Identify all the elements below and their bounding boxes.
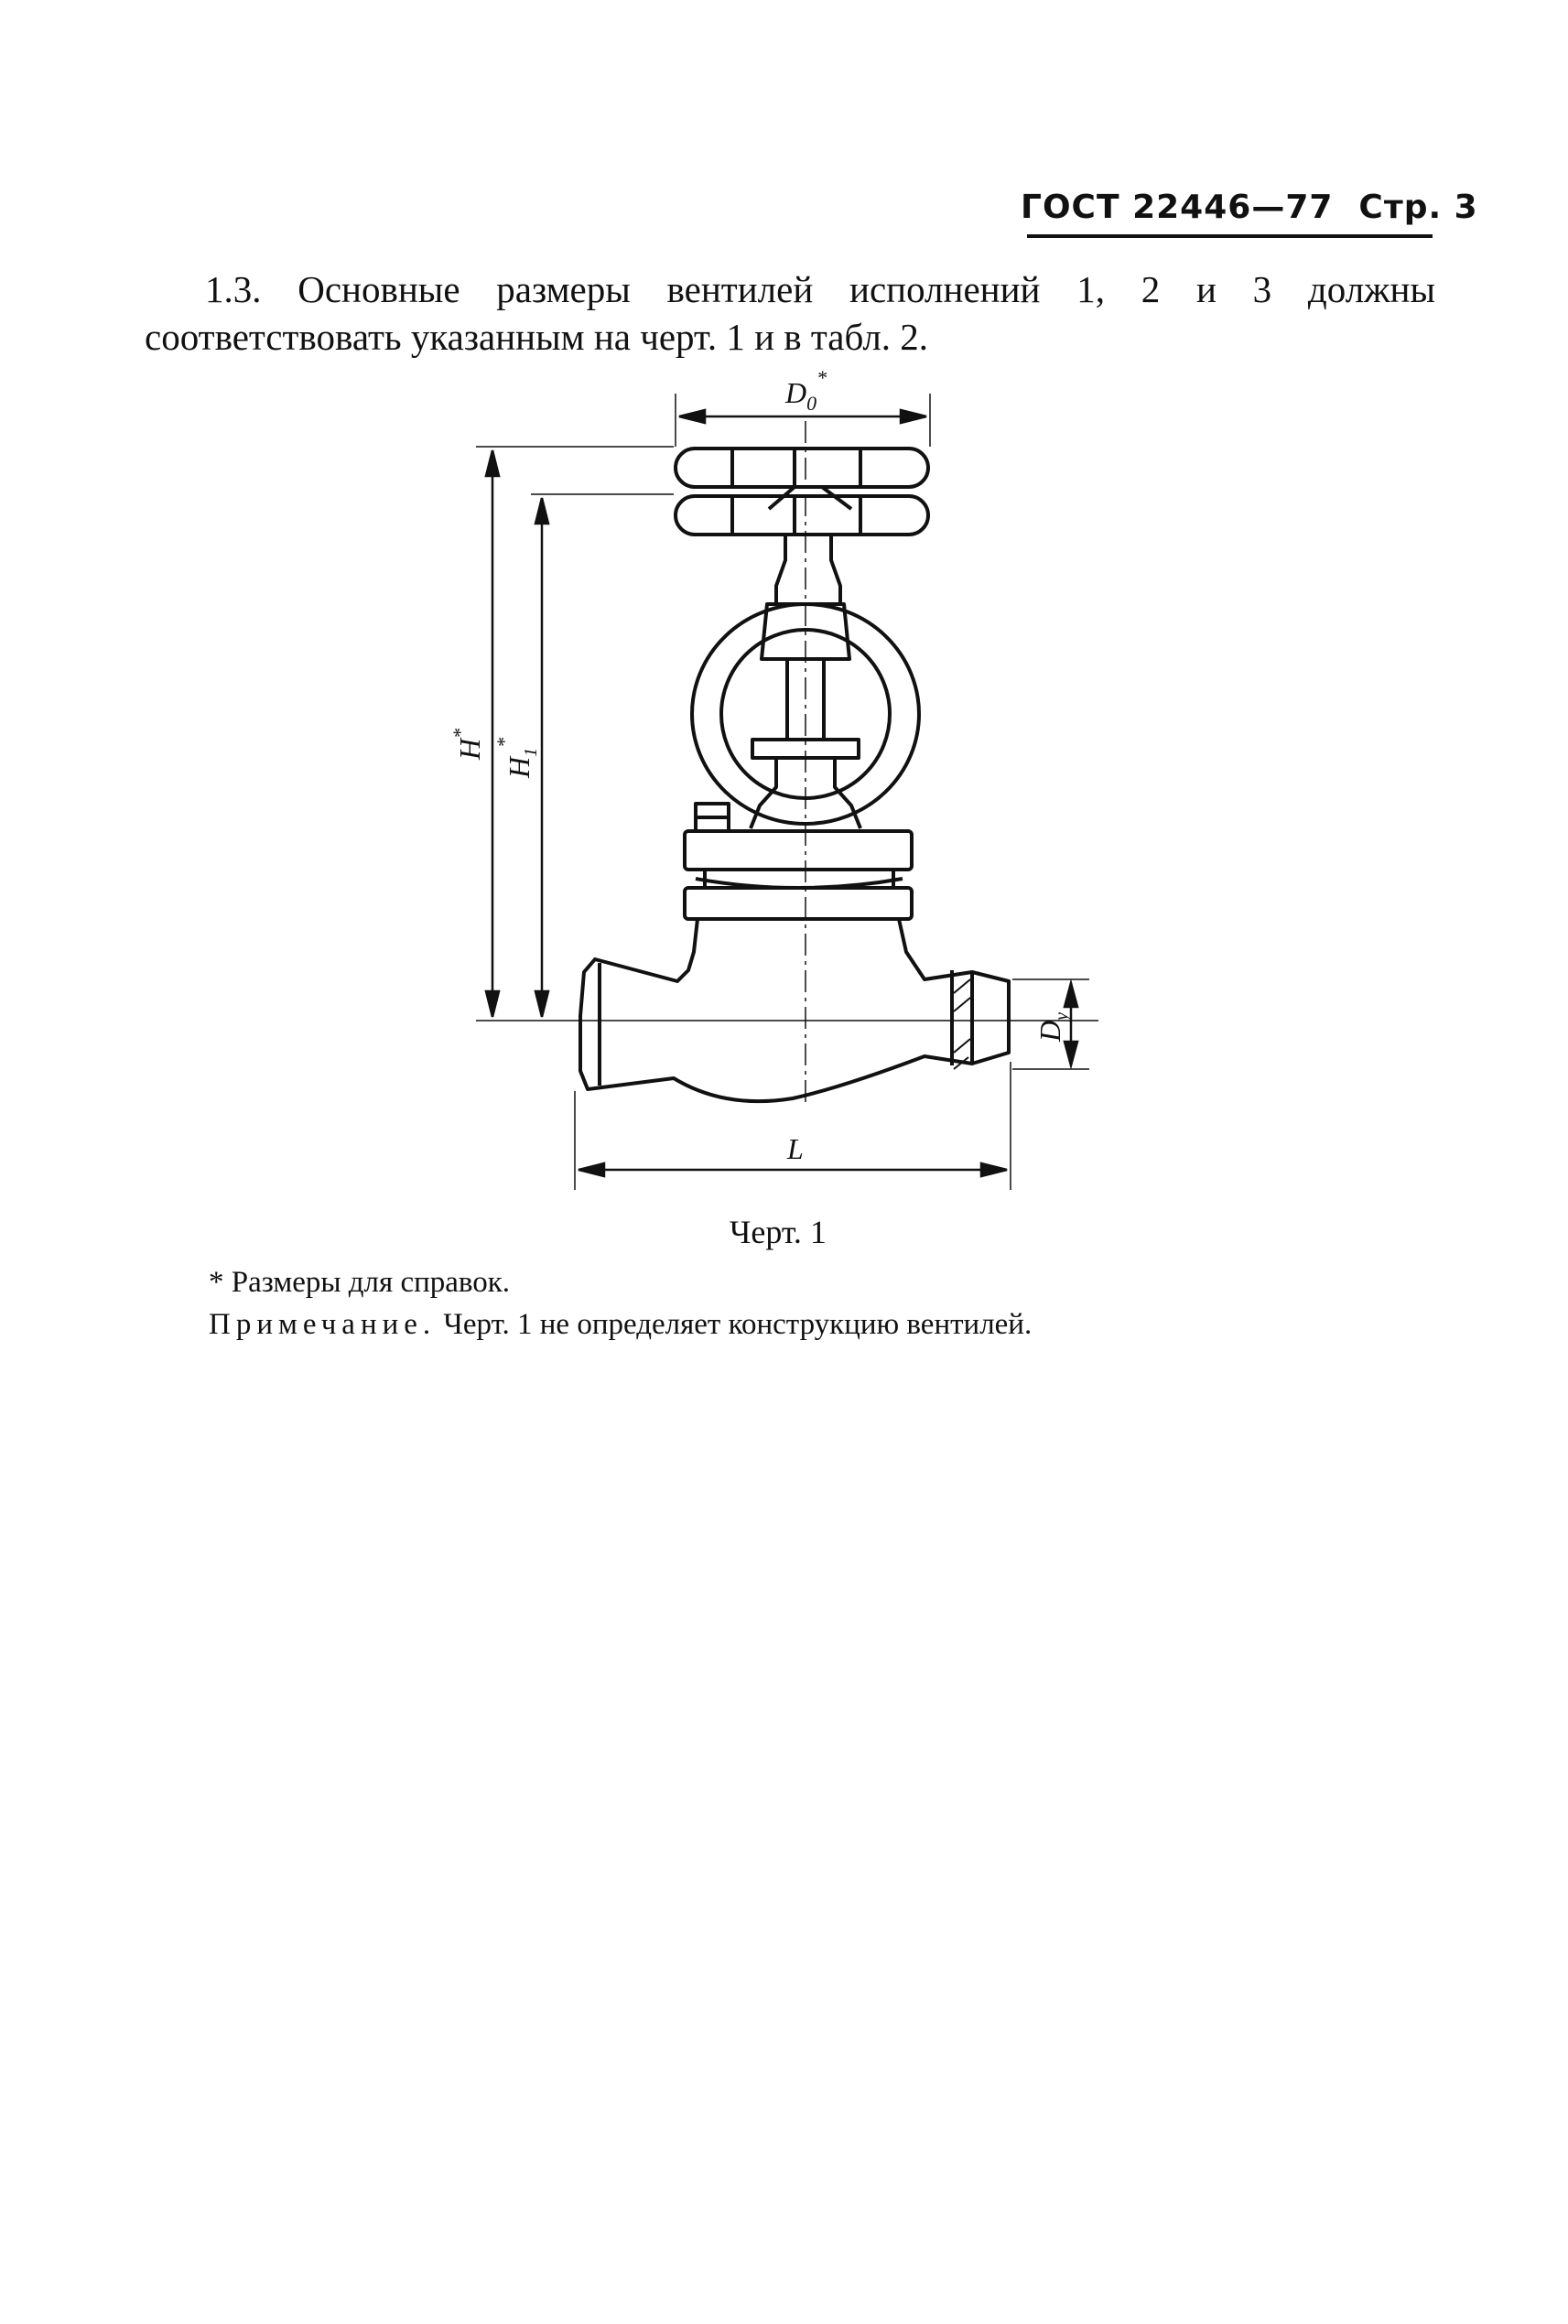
- stem-upper: [776, 535, 840, 604]
- thread-hatch: [954, 979, 970, 1069]
- label-H1: $H_1^*$: [492, 737, 541, 778]
- dimension-lines: [476, 394, 1098, 1190]
- note: [209, 1308, 1032, 1342]
- valve-body: [580, 919, 1009, 1101]
- label-L: L: [787, 1132, 804, 1165]
- header-number: 22446—77: [1132, 189, 1334, 226]
- note-label: Примечание.: [209, 1308, 437, 1341]
- paragraph-line-1: 1.3. Основные размеры вентилей исполнений 1, 2 и 3 должны: [205, 268, 1435, 310]
- header-standard: ГОСТ: [1021, 189, 1120, 226]
- upper-flange: [685, 831, 912, 870]
- paragraph-line-2: соответствовать указанным на черт. 1 и в табл. 2.: [145, 316, 929, 358]
- footnote: * Размеры для справок.: [209, 1266, 511, 1299]
- label-Dy: $D_y$: [1033, 1012, 1072, 1042]
- figure-caption: Черт. 1: [730, 1214, 827, 1250]
- note-text: Черт. 1 не определяет конструкцию вентилей.: [436, 1308, 1033, 1341]
- lower-flange: [685, 888, 912, 919]
- label-H: H*: [449, 728, 486, 760]
- label-D0: $D_0^*$: [785, 366, 827, 415]
- header-page: Стр. 3: [1358, 189, 1478, 226]
- handwheel: [676, 449, 928, 535]
